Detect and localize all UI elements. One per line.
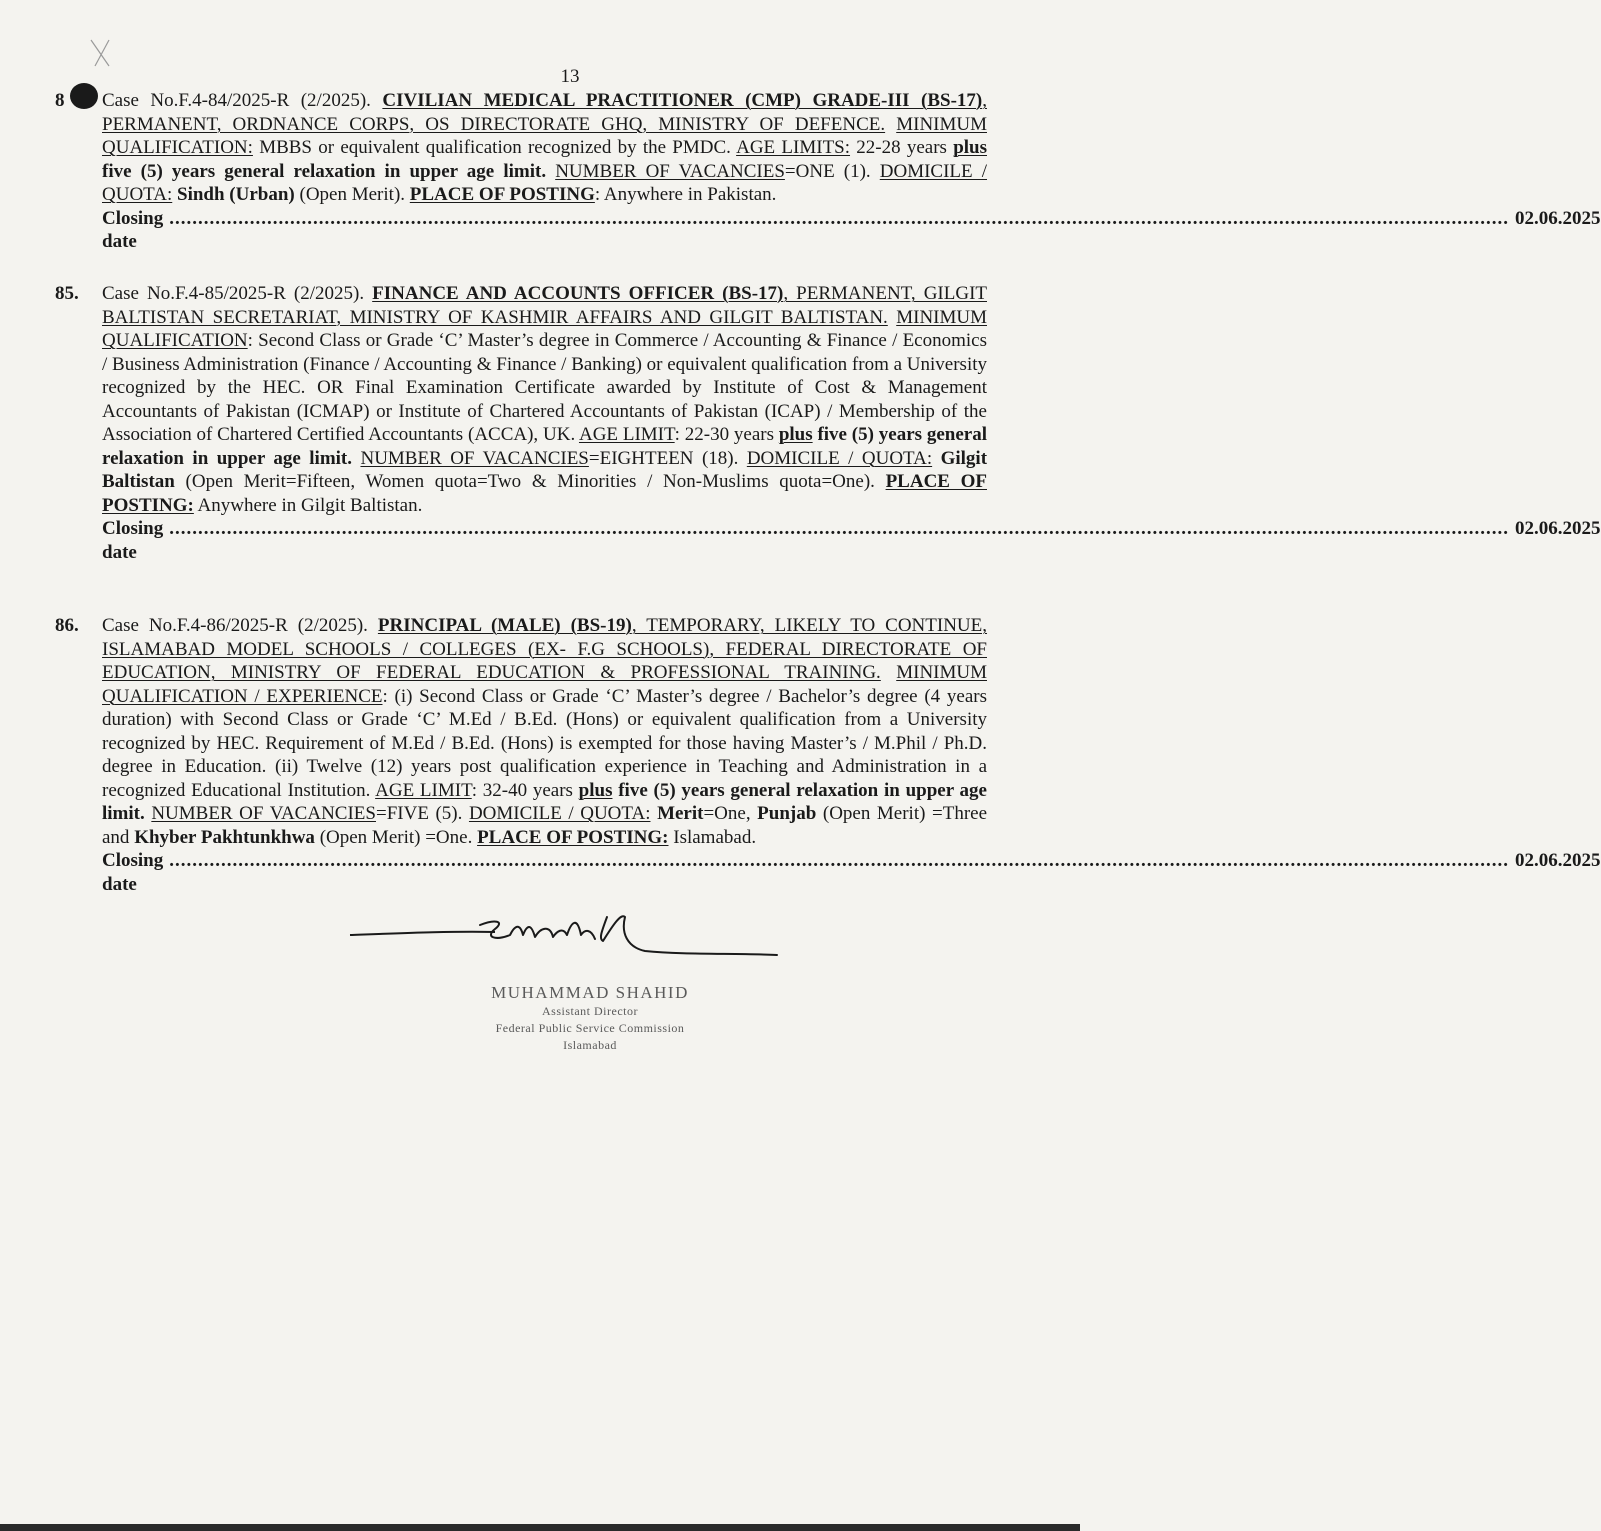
leader-dots: ......................................................................................................................................................................................................................................... — [169, 850, 1509, 871]
post-details: , PERMANENT, GILGIT BALTISTAN SECRETARIAT, MINISTRY OF KASHMIR AFFAIRS AND GILGIT BALTISTAN. — [102, 283, 987, 328]
job-entry — [55, 89, 1601, 254]
posting-text: Anywhere in Gilgit Baltistan. — [193, 494, 423, 516]
posting-label: PLACE OF POSTING — [409, 184, 595, 205]
vacancies-label: NUMBER OF VACANCIES — [555, 160, 785, 182]
relaxation-text: five (5) years general relaxation in upper age limit. — [102, 779, 987, 824]
qualification-text: : (i) Second Class or Grade ‘C’ Master’s degree / Bachelor’s degree (4 years duration) with Second Class or Grade ‘C’ M.Ed / B.Ed. (Hons) or equivalent qualification from a University recognized by HEC. Requirement of M.Ed / B.Ed. (Hons) is exempted for those having Master’s / M.Phil / Ph.D. degree in Education. (ii) Twelve (12) years post qualification experience in Teaching and Administration in a recognized Educational Institution. — [102, 685, 987, 801]
leader-dots: ......................................................................................................................................................................................................................................... — [169, 518, 1509, 539]
case-number: Case No.F.4-86/2025-R (2/2025). — [102, 615, 368, 636]
domicile-text: (Open Merit). — [294, 184, 410, 205]
domicile-quota: Merit — [657, 803, 704, 824]
vacancies-label: NUMBER OF VACANCIES — [151, 803, 376, 824]
domicile-label: DOMICILE / QUOTA: — [468, 803, 651, 824]
posting-text: : Anywhere in Pakistan. — [594, 184, 777, 205]
entry-text — [102, 614, 987, 849]
job-entry — [55, 614, 1601, 896]
age-limit-text: : 32-40 years — [471, 779, 579, 801]
posting-text: Islamabad. — [668, 826, 757, 848]
entry-text — [102, 89, 987, 207]
domicile-quota: Khyber Pakhtunkhwa — [134, 826, 315, 848]
case-number: Case No.F.4-85/2025-R (2/2025). — [102, 283, 365, 304]
qualification-text: MBBS or equivalent qualification recognized by the PMDC. — [252, 137, 737, 158]
post-title: FINANCE AND ACCOUNTS OFFICER (BS-17) — [372, 283, 784, 304]
domicile-label: DOMICILE / QUOTA: — [746, 447, 933, 469]
plus-text: plus — [953, 137, 987, 158]
page-number: 13 — [560, 66, 580, 87]
ink-blot — [70, 83, 98, 109]
age-limit-text: : 22-30 years — [674, 424, 779, 445]
signatory-designation: Assistant Director — [542, 1004, 638, 1018]
closing-date-label: Closing date — [102, 850, 164, 895]
domicile-quota: Sindh (Urban) — [177, 184, 295, 205]
domicile-quota: Punjab — [757, 803, 817, 824]
vacancies-text: =FIVE (5). — [375, 803, 469, 824]
signatory-stamp — [440, 983, 740, 1054]
pen-mark-icon — [85, 36, 115, 70]
age-limit-label: AGE LIMIT — [375, 779, 472, 801]
entry-text — [102, 282, 987, 517]
qualification-label: MINIMUM QUALIFICATION / EXPERIENCE — [102, 662, 987, 707]
posting-label: PLACE OF POSTING: — [102, 471, 987, 516]
domicile-text: =One, — [703, 803, 758, 824]
qualification-label: MINIMUM QUALIFICATION — [102, 306, 987, 351]
signatory-organization: Federal Public Service Commission — [495, 1021, 685, 1035]
age-limit-text: 22-28 years — [850, 137, 954, 158]
handwritten-signature — [345, 905, 785, 975]
vacancies-text: =ONE (1). — [784, 160, 880, 182]
entry-number: 86. — [55, 615, 79, 636]
vacancies-label: NUMBER OF VACANCIES — [360, 447, 589, 469]
closing-date-row — [102, 207, 1601, 254]
case-number: Case No.F.4-84/2025-R (2/2025). — [102, 90, 371, 111]
vacancies-text: =EIGHTEEN (18). — [588, 447, 747, 469]
post-title: PRINCIPAL (MALE) (BS-19) — [377, 615, 632, 636]
closing-date-label: Closing date — [102, 518, 164, 563]
closing-date-value: 02.06.2025 — [1515, 518, 1601, 539]
domicile-text: (Open Merit) =Three and — [102, 803, 988, 848]
post-details: , PERMANENT, ORDNANCE CORPS, OS DIRECTORATE GHQ, MINISTRY OF DEFENCE. — [102, 90, 987, 135]
domicile-label: DOMICILE / QUOTA: — [102, 160, 988, 205]
closing-date-label: Closing date — [102, 207, 164, 252]
domicile-text: (Open Merit) =One. — [314, 826, 478, 848]
age-limit-label: AGE LIMITS: — [736, 137, 851, 158]
post-title: CIVILIAN MEDICAL PRACTITIONER (CMP) GRADE-III (BS-17) — [382, 90, 983, 111]
relaxation-text: five (5) years general relaxation in upper age limit. — [102, 160, 547, 182]
qualification-text: : Second Class or Grade ‘C’ Master’s degree in Commerce / Accounting & Finance / Economics / Business Administration (Finance / Accounting & Finance / Banking) or equivalent qualification from a University recognized by the HEC. OR Final Examination Certificate awarded by Institute of Cost & Management Accountants of Pakistan (ICMAP) or Institute of Chartered Accountants of Pakistan (ICAP) / Membership of the Association of Chartered Certified Accountants (ACCA), UK. — [102, 330, 987, 445]
plus-text: plus — [578, 779, 613, 801]
closing-date-row — [102, 517, 1601, 564]
closing-date-value: 02.06.2025 — [1515, 850, 1601, 871]
relaxation-text: five (5) years general relaxation in upper age limit. — [102, 424, 987, 469]
closing-date-row — [102, 849, 1601, 896]
leader-dots: ......................................................................................................................................................................................................................................... — [169, 207, 1509, 229]
domicile-quota: Gilgit Baltistan — [102, 447, 988, 492]
posting-label: PLACE OF POSTING: — [477, 826, 669, 848]
scan-edge — [0, 1524, 1080, 1531]
entry-number: 85. — [55, 283, 79, 304]
job-entry — [55, 282, 1601, 564]
signatory-city: Islamabad — [563, 1038, 617, 1052]
domicile-text: (Open Merit=Fifteen, Women quota=Two & Minorities / Non-Muslims quota=One). — [174, 471, 886, 492]
age-limit-label: AGE LIMIT — [578, 424, 675, 445]
qualification-label: MINIMUM QUALIFICATION: — [102, 113, 987, 158]
plus-text: plus — [778, 424, 813, 445]
entry-number: 8 — [55, 90, 65, 111]
closing-date-value: 02.06.2025 — [1515, 207, 1601, 229]
signatory-name: MUHAMMAD SHAHID — [491, 983, 689, 1002]
post-details: , TEMPORARY, LIKELY TO CONTINUE, ISLAMABAD MODEL SCHOOLS / COLLEGES (EX- F.G SCHOOLS), FEDERAL DIRECTORATE OF EDUCATION, MINISTRY OF FEDERAL EDUCATION & PROFESSIONAL TRAINING. — [102, 615, 988, 683]
